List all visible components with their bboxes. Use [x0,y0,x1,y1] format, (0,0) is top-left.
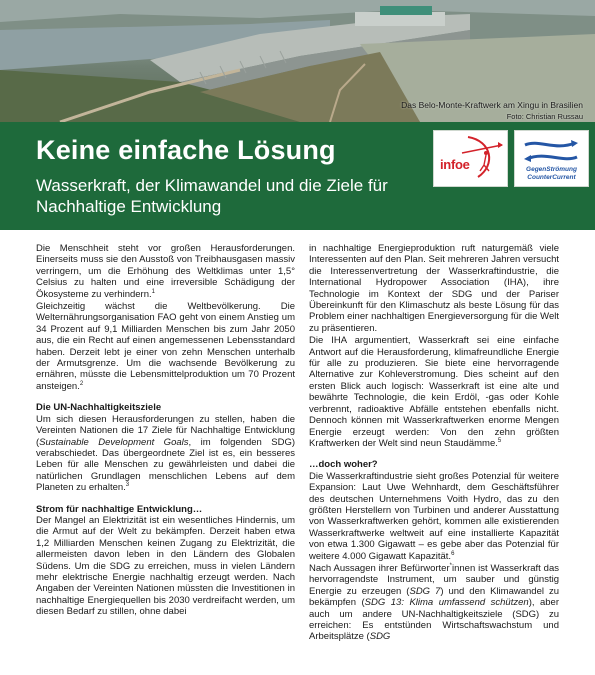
header-photo [0,0,595,122]
gegenstroemung-logo [514,130,589,187]
photo-credit: Foto: Christian Russau [506,112,583,121]
page-subtitle: Wasserkraft, der Klimawandel und die Ziele für Nachhaltige Entwicklung [36,176,388,216]
infoe-logo [433,130,508,187]
photo-caption-text: Das Belo-Monte-Kraftwerk am Xingu in Brasilien [401,100,583,110]
article-column-right [309,243,559,644]
footnote-ref: 3 [125,481,130,488]
paragraph: Die Menschheit steht vor großen Herausforderungen. Einerseits muss sie den Ausstoß von Treibhausgasen massiv verringern, um die Erhöhung des Weltklimas unter 1,5° Celsius zu halten und eine irreversible Schädigung der Ökosysteme zu verhindern.$^1$ [36,243,295,300]
paragraph: Gleichzeitig wächst die Weltbevölkerung. Die Welternährungsorganisation FAO geht von einem Anstieg um 34 Prozent auf 9,1 Milliarden Menschen bis zum Jahr 2050 aus, die ein Recht auf einen angemessenen Lebensstandard haben. Derzeit lebt je einer von zehn Menschen unterhalb der Armutsgrenze. Um die wachsende Bevölkerung zu ernähren, müsste die Lebensmittelproduktion um 70 Prozent ansteigen.$^2$ [36,301,295,392]
countercurrent-name: CounterCurrent [527,173,576,181]
photo-caption [401,100,583,122]
title-banner [0,122,595,230]
footnote-ref: 1 [151,288,155,295]
paragraph: Nach Aussagen ihrer Befürworter*innen ist Wasserkraft das hervorragendste Instrument, um sauber und günstig Energie zu erzeugen (SDG 7) und den Klimawandel zu bekämpfen (SDG 13: Klima umfassend schützen), aber auch um andere UN-Nachhaltigkeitsziele (SDG) zu erreichen: Es entstünden Wirtschaftswachstum und Arbeitsplätze (SDG [309,562,559,643]
section-heading: Die UN-Nachhaltigkeitsziele [36,402,162,414]
paragraph: Um sich diesen Herausforderungen zu stellen, haben die Vereinten Nationen die 17 Ziele für Nachhaltige Entwicklung (Sustainable Development Goals, im folgenden SDG) verabschiedet. Das übergeordnete Ziel ist es, ein besseres Leben für alle Menschen zu gewährleisten und dabei die natürlichen Grundlagen menschlichen Lebens auf dem Planeten zu erhalten.$^3$ [36,413,296,494]
gegenstroemung-name: GegenStrömung [526,166,577,173]
gegenstroemung-wordmark [517,166,586,181]
article-column-left [36,243,295,619]
paragraph: Der Mangel an Elektrizität ist ein wesentliches Hindernis, um die Armut auf der Welt zu bekämpfen. Derzeit haben etwa 1,2 Milliarden Menschen keinen Zugang zu Elektrizität, die allermeisten davon leben in den Ländern des Globalen Südens. Um die SDG zu erreichen, muss in vielen Ländern mehr elektrische Energie nachhaltig erzeugt werden. Nach Angaben der Vereinten Nationen müssten die Investitionen in nachhaltige Energiequellen bis 2030 verdreifacht werden, um diesen Bedarf zu stillen, ohne dabei [36,514,295,618]
footnote-ref: 2 [79,380,84,387]
footnote-ref: 6 [451,550,455,557]
infoe-wordmark: infoe [440,157,470,172]
section-heading: …doch woher? [309,459,378,471]
footnote-ref: 5 [497,437,502,444]
section-heading: Strom für nachhaltige Entwicklung… [36,503,203,515]
paragraph: in nachhaltige Energieproduktion ruft naturgemäß viele Interessenten auf den Plan. Seit mehreren Jahren versucht die Interessenvertretung der Wasserkraftindustrie, die International Hydropower Association (IHA), ihre Technologie im Kontext der SDG und der Pariser Übereinkunft für den Klimaschutz als beste Lösung für das Problem einer nachhaltigen Energieversorgung für die Welt zu präsentieren. [309,243,559,334]
paragraph: Die Wasserkraftindustrie sieht großes Potenzial für weitere Expansion: Laut Uwe Wehnhardt, dem Geschäftsführer des deutschen Unternehmens Voith Hydro, das zu den größten Herstellern von Turbinen und anderer Ausstattung von Wasserkraftwerken gehört, kommen alle existierenden Wasserkraftwerke weltweit auf eine installierte Kapazität von etwa 1.300 Gigawatt – es gebe aber das Potenzial für weitere 4.000 Gigawatt Kapazität.$^6$ [309,470,559,562]
paragraph: Die IHA argumentiert, Wasserkraft sei eine einfache Antwort auf die Herausforderung, klimafreundliche Energie für alle zu produzieren. Sie biete eine hervorragende Alternative zur Kohleverstromung. Dies scheint auf den ersten Blick auch logisch: Wasserkraft ist eine alte und bewährte Technologie, die kein Erdöl, -gas oder Kohle verbrennt, radioaktive Abfälle entstehen ebenfalls nicht. Dennoch können mit Wasserkraftwerken enorme Mengen Energie erzeugt werden: Von den zehn größten Kraftwerken der Welt sind neun Staudämme.$^5$ [309,335,559,449]
page-title: Keine einfache Lösung [36,135,336,165]
